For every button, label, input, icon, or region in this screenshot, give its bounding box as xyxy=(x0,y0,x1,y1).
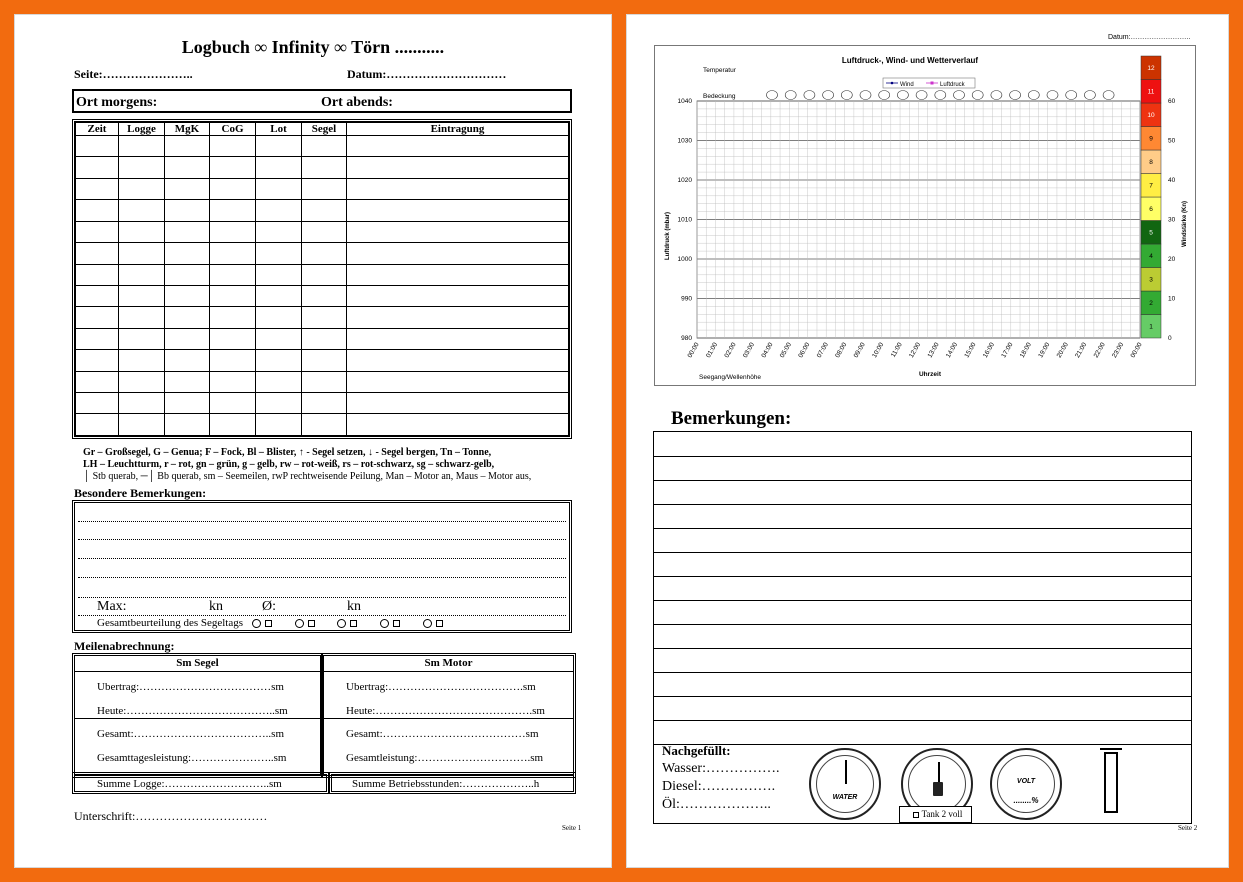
gesamt-label: Gesamtbeurteilung des Segeltags xyxy=(97,617,244,629)
x-tick-label: 14:00 xyxy=(944,341,960,360)
legend-line-2: LH – Leuchtturm, r – rot, gn – grün, g – gelb, rw – rot-weiß, rs – rot-schwarz, sg – schwarz-gelb, xyxy=(83,459,495,470)
log-cell[interactable] xyxy=(119,371,165,392)
log-cell[interactable] xyxy=(165,285,210,306)
summe-logge: Summe Logge:………………………..sm xyxy=(97,778,282,790)
log-cell[interactable] xyxy=(347,178,569,199)
bemerkung-line xyxy=(654,552,1191,553)
cloud-circle[interactable] xyxy=(823,91,834,100)
log-cell[interactable] xyxy=(210,200,256,221)
x-tick-label: 10:00 xyxy=(871,341,886,360)
beaufort-label: 4 xyxy=(1149,252,1153,260)
log-cell[interactable] xyxy=(76,307,119,328)
log-cell[interactable] xyxy=(256,136,302,157)
legend-text xyxy=(83,447,561,483)
legend-line-3: │ Stb querab, ─│ Bb querab, sm – Seemeilen, rwP rechtweisende Peilung, Man – Motor an, Maus – Motor aus, xyxy=(83,471,532,482)
log-cell[interactable] xyxy=(76,243,119,264)
log-cell[interactable] xyxy=(76,414,119,436)
log-cell[interactable] xyxy=(302,243,347,264)
log-cell[interactable] xyxy=(256,264,302,285)
chart-canvas xyxy=(655,46,1195,385)
log-cell[interactable] xyxy=(210,393,256,414)
x-tick-label: 19:00 xyxy=(1037,341,1052,360)
log-cell[interactable] xyxy=(165,178,210,199)
cloud-circle[interactable] xyxy=(1066,91,1077,100)
wasser-field[interactable]: Wasser:……………. xyxy=(662,761,780,776)
column-header: MgK xyxy=(165,123,210,136)
cloud-circle[interactable] xyxy=(841,91,852,100)
avg-label: Ø: xyxy=(262,599,276,614)
log-cell[interactable] xyxy=(210,328,256,349)
log-cell[interactable] xyxy=(302,178,347,199)
log-cell[interactable] xyxy=(165,328,210,349)
y-ticks-wind xyxy=(1168,98,1176,342)
log-cell[interactable] xyxy=(76,178,119,199)
log-cell[interactable] xyxy=(256,328,302,349)
rating-checkbox[interactable] xyxy=(350,620,357,627)
log-cell[interactable] xyxy=(76,264,119,285)
log-cell[interactable] xyxy=(76,136,119,157)
y2-axis-label: Windstärke (Kn) xyxy=(1182,201,1188,247)
column-header: Zeit xyxy=(76,123,119,136)
column-header: CoG xyxy=(210,123,256,136)
x-ticks-uhrzeit xyxy=(687,341,1144,359)
log-cell[interactable] xyxy=(256,243,302,264)
y-axis-label: Luftdruck (mbar) xyxy=(665,212,671,260)
chart-title: Luftdruck-, Wind- und Wetterverlauf xyxy=(841,56,979,65)
note-line xyxy=(78,521,566,522)
log-cell[interactable] xyxy=(165,393,210,414)
cloud-circle[interactable] xyxy=(1103,91,1114,100)
log-cell[interactable] xyxy=(119,221,165,242)
log-cell[interactable] xyxy=(347,328,569,349)
log-row xyxy=(76,393,569,414)
log-cell[interactable] xyxy=(347,393,569,414)
y2-tick-label: 20 xyxy=(1168,256,1176,263)
log-cell[interactable] xyxy=(347,200,569,221)
weather-chart xyxy=(654,45,1196,386)
seite-field[interactable]: Seite:………………….. xyxy=(74,67,193,81)
note-line xyxy=(78,597,566,598)
log-row xyxy=(76,200,569,221)
bemerkung-line xyxy=(654,456,1191,457)
log-cell[interactable] xyxy=(256,157,302,178)
log-cell[interactable] xyxy=(165,350,210,371)
log-row xyxy=(76,157,569,178)
log-cell[interactable] xyxy=(119,200,165,221)
log-cell[interactable] xyxy=(302,200,347,221)
summe-betrieb-box[interactable] xyxy=(329,772,576,794)
log-cell[interactable] xyxy=(76,221,119,242)
log-cell[interactable] xyxy=(210,264,256,285)
log-cell[interactable] xyxy=(302,393,347,414)
cloud-circle[interactable] xyxy=(897,91,908,100)
water-gauge-icon xyxy=(809,748,881,820)
logbook-page-1 xyxy=(14,14,612,868)
besondere-box[interactable] xyxy=(72,500,572,633)
segel-heute[interactable]: Heute:…………………………………..sm xyxy=(97,705,288,717)
bemerkung-line xyxy=(654,504,1191,505)
column-header: Segel xyxy=(302,123,347,136)
cloud-circle[interactable] xyxy=(785,91,796,100)
log-cell[interactable] xyxy=(347,157,569,178)
log-cell[interactable] xyxy=(165,414,210,436)
beaufort-label: 12 xyxy=(1147,64,1155,72)
log-cell[interactable] xyxy=(347,371,569,392)
log-row xyxy=(76,264,569,285)
page-number: Seite 1 xyxy=(562,824,582,832)
y-tick-label: 1030 xyxy=(677,137,692,145)
smiley-icon xyxy=(423,619,432,628)
log-cell[interactable] xyxy=(165,243,210,264)
cloud-circle[interactable] xyxy=(916,91,927,100)
log-cell[interactable] xyxy=(76,328,119,349)
log-cell[interactable] xyxy=(302,221,347,242)
log-cell[interactable] xyxy=(347,136,569,157)
log-cell[interactable] xyxy=(210,157,256,178)
log-cell[interactable] xyxy=(256,178,302,199)
column-header: Logge xyxy=(119,123,165,136)
avg-kn: kn xyxy=(347,599,361,614)
cloud-circle[interactable] xyxy=(1028,91,1039,100)
log-cell[interactable] xyxy=(302,157,347,178)
beaufort-label: 6 xyxy=(1149,205,1153,213)
column-header: Eintragung xyxy=(347,123,569,136)
log-cell[interactable] xyxy=(119,350,165,371)
ort-abends-label[interactable]: Ort abends: xyxy=(321,95,393,110)
log-cell[interactable] xyxy=(302,264,347,285)
x-tick-label: 08:00 xyxy=(834,341,849,360)
bemerkung-line xyxy=(654,696,1191,697)
summe-logge-box[interactable] xyxy=(72,772,329,794)
log-cell[interactable] xyxy=(347,285,569,306)
legend-luftdruck: Luftdruck xyxy=(940,82,965,88)
log-cell[interactable] xyxy=(302,414,347,436)
tank-cap-icon xyxy=(1100,748,1122,752)
column-header: Lot xyxy=(256,123,302,136)
bemerkung-line xyxy=(654,600,1191,601)
log-cell[interactable] xyxy=(119,393,165,414)
motor-gesamtleistung[interactable]: Gesamtleistung:………………………….sm xyxy=(346,752,544,764)
bemerkungen-box[interactable] xyxy=(653,431,1192,824)
sm-motor-box xyxy=(321,653,576,778)
log-cell[interactable] xyxy=(256,393,302,414)
log-cell[interactable] xyxy=(210,307,256,328)
y-tick-label: 1020 xyxy=(677,177,692,184)
x-tick-label: 11:00 xyxy=(889,341,904,359)
log-cell[interactable] xyxy=(256,350,302,371)
log-cell[interactable] xyxy=(302,371,347,392)
motor-heute[interactable]: Heute:…………………………………….sm xyxy=(346,705,545,717)
besondere-title: Besondere Bemerkungen: xyxy=(74,486,207,500)
beaufort-label: 7 xyxy=(1149,182,1153,190)
log-cell[interactable] xyxy=(165,307,210,328)
log-cell[interactable] xyxy=(210,221,256,242)
log-cell[interactable] xyxy=(256,371,302,392)
volt-gauge-icon xyxy=(990,748,1062,820)
tank-level-icon xyxy=(1104,752,1118,813)
cloud-circle[interactable] xyxy=(1084,91,1095,100)
gesamt-row xyxy=(97,617,457,629)
log-cell[interactable] xyxy=(347,243,569,264)
y-ticks-luftdruck xyxy=(678,98,693,342)
cloud-circle[interactable] xyxy=(935,91,946,100)
y2-tick-label: 40 xyxy=(1168,177,1176,184)
log-row xyxy=(76,178,569,199)
x-tick-label: 13:00 xyxy=(926,341,941,360)
x-tick-label: 03:00 xyxy=(741,341,757,360)
log-cell[interactable] xyxy=(165,264,210,285)
log-cell[interactable] xyxy=(165,221,210,242)
log-row xyxy=(76,221,569,242)
log-cell[interactable] xyxy=(165,157,210,178)
summe-betriebsstunden: Summe Betriebsstunden:………………..h xyxy=(352,778,540,790)
x-axis-label: Uhrzeit xyxy=(918,371,942,378)
log-row xyxy=(76,328,569,349)
bemerkung-line xyxy=(654,576,1191,577)
bemerkung-line xyxy=(654,528,1191,529)
diesel-field[interactable]: Diesel:……………. xyxy=(662,779,776,794)
logbook-page-2 xyxy=(626,14,1229,868)
cloud-circle[interactable] xyxy=(767,91,778,100)
log-cell[interactable] xyxy=(119,178,165,199)
log-cell[interactable] xyxy=(119,285,165,306)
seegang-label: Seegang/Wellenhöhe xyxy=(699,374,762,381)
cloud-circle[interactable] xyxy=(879,91,890,100)
cloud-circle[interactable] xyxy=(991,91,1002,100)
log-cell[interactable] xyxy=(165,200,210,221)
legend-wind: Wind xyxy=(900,82,914,88)
volt-gauge-label: VOLT xyxy=(1016,778,1036,785)
x-tick-label: 09:00 xyxy=(852,341,867,360)
sm-segel-header: Sm Segel xyxy=(176,657,219,669)
x-tick-label: 00:00 xyxy=(686,341,701,360)
cloud-circle[interactable] xyxy=(1010,91,1021,100)
log-cell[interactable] xyxy=(302,350,347,371)
x-tick-label: 05:00 xyxy=(778,341,794,360)
y-tick-label: 980 xyxy=(681,335,692,342)
x-tick-label: 20:00 xyxy=(1055,341,1070,360)
motor-uebertrag[interactable]: Ubertrag:……………………………….sm xyxy=(346,681,536,693)
row-label-bedeckung: Bedeckung xyxy=(703,93,736,100)
bemerkung-line xyxy=(654,624,1191,625)
segel-uebertrag[interactable]: Ubertrag:………………………………sm xyxy=(97,681,284,693)
note-line xyxy=(78,539,566,540)
row-label-temperatur: Temperatur xyxy=(703,67,736,74)
log-cell[interactable] xyxy=(210,414,256,436)
y2-tick-label: 60 xyxy=(1168,98,1176,105)
log-cell[interactable] xyxy=(119,414,165,436)
frown-icon xyxy=(380,619,389,628)
y2-tick-label: 0 xyxy=(1168,335,1172,342)
x-tick-label: 23:00 xyxy=(1111,341,1126,360)
log-row xyxy=(76,243,569,264)
volt-gauge-percent: ........% xyxy=(1013,796,1039,805)
log-cell[interactable] xyxy=(302,328,347,349)
rating-checkbox[interactable] xyxy=(393,620,400,627)
x-tick-label: 21:00 xyxy=(1074,341,1089,360)
x-tick-label: 17:00 xyxy=(1000,341,1015,360)
segel-tagesleistung[interactable]: Gesamttagesleistung:…………………..sm xyxy=(97,752,287,764)
log-cell[interactable] xyxy=(119,136,165,157)
rating-checkbox[interactable] xyxy=(308,620,315,627)
log-cell[interactable] xyxy=(76,157,119,178)
log-cell[interactable] xyxy=(256,414,302,436)
beaufort-label: 9 xyxy=(1149,135,1153,143)
log-row xyxy=(76,307,569,328)
log-row xyxy=(76,350,569,371)
log-cell[interactable] xyxy=(347,264,569,285)
log-cell[interactable] xyxy=(210,285,256,306)
log-cell[interactable] xyxy=(76,200,119,221)
page-number-2: Seite 2 xyxy=(1178,824,1198,832)
note-line xyxy=(78,577,566,578)
x-tick-label: 22:00 xyxy=(1092,341,1107,360)
log-cell[interactable] xyxy=(210,136,256,157)
y2-tick-label: 50 xyxy=(1168,137,1176,145)
legend-line-1: Gr – Großsegel, G – Genua; F – Fock, Bl – Blister, ↑ - Segel setzen, ↓ - Segel bergen, Tn – Tonne, xyxy=(83,447,492,458)
water-gauge-label: WATER xyxy=(832,794,858,801)
datum-field-2[interactable]: Datum:…………………….. xyxy=(1108,34,1191,41)
beaufort-label: 11 xyxy=(1147,88,1155,96)
x-tick-label: 18:00 xyxy=(1018,341,1033,360)
log-table xyxy=(72,119,572,439)
max-kn: kn xyxy=(209,599,223,614)
log-cell[interactable] xyxy=(76,350,119,371)
x-tick-label: 12:00 xyxy=(908,341,923,360)
meilen-title: Meilenabrechnung: xyxy=(74,639,175,653)
rating-checkbox[interactable] xyxy=(265,620,272,627)
beaufort-label: 2 xyxy=(1149,299,1153,307)
note-line xyxy=(78,615,566,616)
bemerkung-line xyxy=(654,744,1191,745)
segel-gesamt[interactable]: Gesamt:………………………………..sm xyxy=(97,728,284,740)
log-cell[interactable] xyxy=(256,285,302,306)
cloud-circle[interactable] xyxy=(954,91,965,100)
x-tick-label: 07:00 xyxy=(815,341,830,360)
log-cell[interactable] xyxy=(256,307,302,328)
beaufort-label: 10 xyxy=(1147,111,1155,119)
log-cell[interactable] xyxy=(119,307,165,328)
log-row xyxy=(76,371,569,392)
smiley-icon xyxy=(337,619,346,628)
beaufort-label: 5 xyxy=(1149,229,1153,237)
log-row xyxy=(76,136,569,157)
log-cell[interactable] xyxy=(302,307,347,328)
beaufort-label: 8 xyxy=(1149,158,1153,166)
log-cell[interactable] xyxy=(210,178,256,199)
datum-field[interactable]: Datum:………………………… xyxy=(347,67,507,81)
rating-checkbox[interactable] xyxy=(436,620,443,627)
beaufort-label: 1 xyxy=(1149,323,1153,331)
max-label: Max: xyxy=(97,599,127,614)
log-cell[interactable] xyxy=(210,371,256,392)
x-tick-label: 00:00 xyxy=(1129,341,1144,360)
tank2-label: Tank 2 voll xyxy=(921,809,963,819)
log-cell[interactable] xyxy=(119,243,165,264)
log-cell[interactable] xyxy=(347,221,569,242)
y-tick-label: 1000 xyxy=(677,256,692,263)
log-cell[interactable] xyxy=(76,285,119,306)
bemerkung-line xyxy=(654,480,1191,481)
y-tick-label: 990 xyxy=(681,295,692,303)
ort-box xyxy=(72,89,572,113)
cloud-cover-circles[interactable] xyxy=(767,91,1115,100)
log-cell[interactable] xyxy=(119,264,165,285)
y-tick-label: 1010 xyxy=(677,216,692,224)
bemerkung-line xyxy=(654,720,1191,721)
y2-tick-label: 30 xyxy=(1168,216,1176,224)
y-tick-label: 1040 xyxy=(677,98,692,105)
ort-morgens-label[interactable]: Ort morgens: xyxy=(76,95,158,110)
log-cell[interactable] xyxy=(302,136,347,157)
log-cell[interactable] xyxy=(302,285,347,306)
log-row xyxy=(76,285,569,306)
log-cell[interactable] xyxy=(347,350,569,371)
log-cell[interactable] xyxy=(210,243,256,264)
nachgefuellt-label: Nachgefüllt: xyxy=(662,743,731,758)
log-cell[interactable] xyxy=(119,328,165,349)
beaufort-label: 3 xyxy=(1149,276,1153,284)
note-line xyxy=(78,558,566,559)
y2-tick-label: 10 xyxy=(1168,295,1176,303)
x-tick-label: 16:00 xyxy=(981,341,997,360)
cloud-circle[interactable] xyxy=(1047,91,1058,100)
log-cell[interactable] xyxy=(210,350,256,371)
cloud-circle[interactable] xyxy=(804,91,815,100)
log-row xyxy=(76,414,569,436)
bemerkungen-title: Bemerkungen: xyxy=(671,408,792,429)
cloud-circle[interactable] xyxy=(860,91,871,100)
log-cell[interactable] xyxy=(256,200,302,221)
bemerkung-line xyxy=(654,672,1191,673)
nachgefuellt-block xyxy=(662,742,779,814)
log-cell[interactable] xyxy=(76,371,119,392)
beaufort-scale xyxy=(1141,56,1161,338)
chart-legend xyxy=(883,78,975,88)
x-tick-label: 04:00 xyxy=(760,341,775,360)
sm-segel-box xyxy=(72,653,323,778)
smiley-icon xyxy=(295,619,304,628)
bemerkung-line xyxy=(654,648,1191,649)
tank2-checkbox[interactable] xyxy=(899,806,972,823)
tank2-square xyxy=(913,812,919,818)
log-cell[interactable] xyxy=(165,371,210,392)
smiley-icon xyxy=(252,619,261,628)
logbook-title: Logbuch ∞ Infinity ∞ Törn ........... xyxy=(181,37,445,57)
motor-gesamt[interactable]: Gesamt:…………………………………sm xyxy=(346,728,539,740)
chart-grid xyxy=(697,101,1140,338)
x-tick-label: 06:00 xyxy=(797,341,812,360)
sm-motor-header: Sm Motor xyxy=(424,657,473,669)
oel-field[interactable]: Öl:……………….. xyxy=(662,797,771,812)
log-cell[interactable] xyxy=(165,136,210,157)
log-cell[interactable] xyxy=(76,393,119,414)
cloud-circle[interactable] xyxy=(972,91,983,100)
log-cell[interactable] xyxy=(256,221,302,242)
x-tick-label: 15:00 xyxy=(963,341,978,360)
log-cell[interactable] xyxy=(119,157,165,178)
log-cell[interactable] xyxy=(347,414,569,436)
x-tick-label: 02:00 xyxy=(723,341,738,360)
x-tick-label: 01:00 xyxy=(704,341,720,360)
log-cell[interactable] xyxy=(347,307,569,328)
unterschrift-field[interactable]: Unterschrift:…………………………… xyxy=(74,809,268,823)
